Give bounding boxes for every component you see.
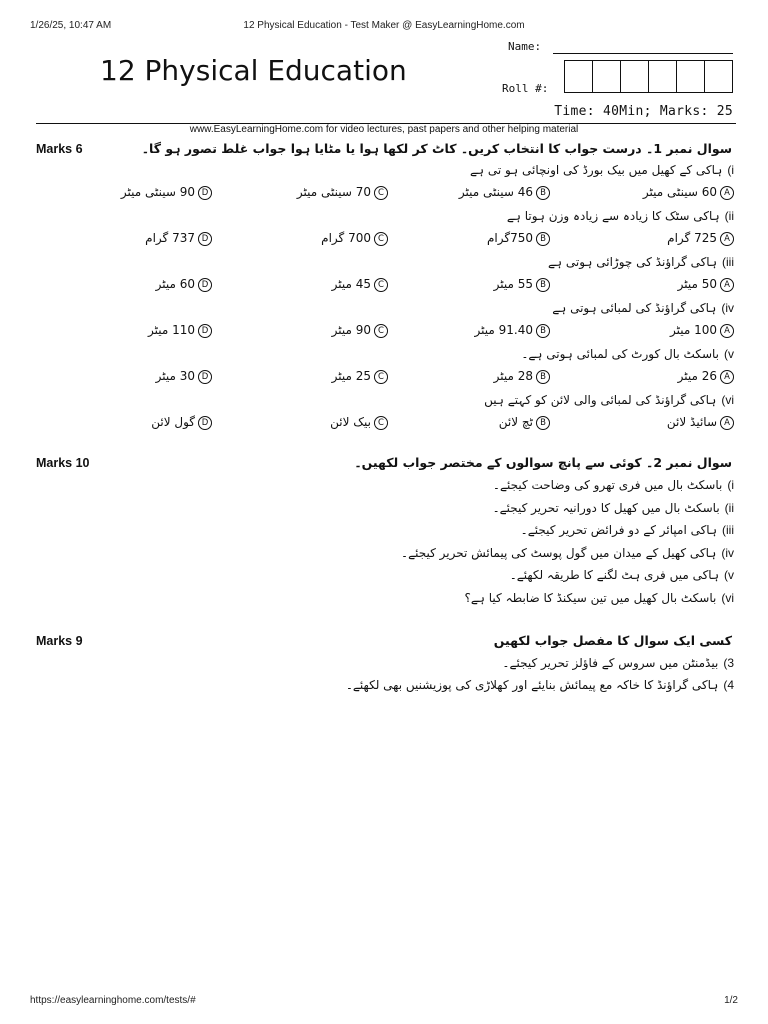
mcq-option (667, 415, 734, 430)
option-letter: C (374, 232, 388, 246)
option-letter: C (374, 278, 388, 292)
option-text: 28 میٹر (493, 369, 533, 383)
option-letter: B (536, 186, 550, 200)
option-text: 55 میٹر (493, 277, 533, 291)
mcq-option (475, 323, 550, 338)
footer-url: https://easylearninghome.com/tests/# (30, 995, 196, 1006)
mcq-option (330, 415, 388, 430)
option-text: 110 میٹر (147, 323, 195, 337)
option-text: 70 سینٹی میٹر (296, 185, 371, 199)
site-note: www.EasyLearningHome.com for video lectures, past papers and other helping material (189, 124, 579, 135)
option-letter: D (198, 416, 212, 430)
option-letter: A (720, 232, 734, 246)
mcq-option (145, 231, 212, 246)
question-text: ہاکی گراؤنڈ کی لمبائی ہوتی ہے (552, 301, 717, 315)
short-question (465, 591, 734, 605)
option-letter: C (374, 370, 388, 384)
mcq-question (484, 393, 734, 407)
mcq-option (643, 185, 734, 200)
option-text: 725 گرام (667, 231, 717, 245)
option-letter: A (720, 416, 734, 430)
question-text: ہاکی کے کھیل میں بیک بورڈ کی اونچائی ہو تی ہے (469, 163, 723, 177)
name-label: Name: (508, 40, 542, 53)
question-number: iii) (722, 255, 734, 269)
name-underline (553, 53, 733, 54)
option-letter: A (720, 370, 734, 384)
mcq-option (494, 369, 550, 384)
option-text: گول لائن (151, 415, 195, 429)
question-number: vi) (721, 393, 734, 407)
question-text: ہاکی کھیل کے میدان میں گول پوسٹ کی پیمائش تحریر کیجئے۔ (401, 545, 717, 560)
roll-box (620, 60, 649, 93)
short-question (510, 568, 734, 582)
option-text: 91.40 میٹر (474, 323, 533, 337)
option-letter: B (536, 370, 550, 384)
question-number: 4) (723, 678, 734, 692)
section2-marks: Marks 10 (36, 456, 90, 470)
option-text: 46 سینٹی میٹر (458, 185, 533, 199)
option-letter: C (374, 186, 388, 200)
section1-heading: سوال نمبر 1۔ درست جواب کا انتخاب کریں۔ کاٹ کر لکھا ہوا یا مٹایا ہوا جواب غلط تصور ہو گا۔ (141, 141, 732, 156)
option-text: 90 میٹر (331, 323, 371, 337)
short-question (493, 501, 734, 515)
option-letter: B (536, 416, 550, 430)
option-letter: B (536, 324, 550, 338)
option-letter: D (198, 232, 212, 246)
option-letter: B (536, 232, 550, 246)
mcq-option (121, 185, 212, 200)
question-text: باسکٹ بال کھیل میں تین سیکنڈ کا ضابطہ کیا ہے؟ (464, 590, 717, 605)
option-text: 100 میٹر (669, 323, 717, 337)
mcq-option (332, 277, 388, 292)
mcq-option (667, 231, 734, 246)
option-letter: A (720, 324, 734, 338)
print-page-title: 12 Physical Education - Test Maker @ EasyLearningHome.com (243, 20, 525, 31)
option-letter: D (198, 186, 212, 200)
mcq-option (156, 369, 212, 384)
roll-box (592, 60, 621, 93)
question-number: iv) (721, 545, 734, 560)
option-letter: C (374, 324, 388, 338)
mcq-question (548, 255, 734, 269)
question-text: باسکٹ بال میں کھیل کا دورانیہ تحریر کیجئے۔ (492, 500, 720, 515)
mcq-question (470, 163, 734, 177)
long-question (346, 678, 734, 692)
option-text: بیک لائن (330, 415, 371, 429)
roll-box (676, 60, 705, 93)
option-text: 26 میٹر (677, 369, 717, 383)
mcq-option (297, 185, 388, 200)
question-text: باسکٹ بال میں فری تھرو کی وضاحت کیجئے۔ (492, 478, 723, 492)
mcq-option (670, 323, 734, 338)
mcq-option (678, 277, 734, 292)
section3-marks: Marks 9 (36, 634, 83, 648)
option-text: 50 میٹر (677, 277, 717, 291)
mcq-option (148, 323, 212, 338)
option-text: 60 سینٹی میٹر (642, 185, 717, 199)
question-number: v) (724, 347, 734, 361)
option-text: 25 میٹر (331, 369, 371, 383)
question-number: i) (727, 478, 734, 492)
mcq-question (552, 301, 734, 315)
question-text: باسکٹ بال کورٹ کی لمبائی ہوتی ہے۔ (521, 347, 719, 361)
question-number: ii) (724, 209, 734, 223)
mcq-option (487, 231, 550, 246)
question-number: ii) (724, 500, 734, 515)
mcq-option (459, 185, 550, 200)
roll-box (564, 60, 593, 93)
page-number: 1/2 (724, 995, 738, 1006)
option-letter: D (198, 370, 212, 384)
question-number: iii) (722, 523, 734, 537)
option-text: 30 میٹر (155, 369, 195, 383)
document-title: 12 Physical Education (100, 54, 407, 87)
option-letter: D (198, 324, 212, 338)
question-text: ہاکی میں فری ہٹ لگنے کا طریقہ لکھئے۔ (509, 568, 719, 582)
long-question (502, 656, 734, 670)
option-text: 750گرام (486, 231, 533, 245)
question-number: vi) (721, 590, 734, 605)
option-text: 90 سینٹی میٹر (120, 185, 195, 199)
mcq-option (321, 231, 388, 246)
mcq-option (499, 415, 550, 430)
mcq-option (678, 369, 734, 384)
option-letter: B (536, 278, 550, 292)
mcq-option (494, 277, 550, 292)
roll-number-label: Roll #: (502, 82, 549, 95)
section2-heading: سوال نمبر 2۔ کوئی سے پانچ سوالوں کے مختصر جواب لکھیں۔ (354, 455, 732, 470)
short-question (493, 478, 734, 492)
short-question (521, 523, 734, 537)
time-and-marks: Time: 40Min; Marks: 25 (554, 104, 733, 119)
option-text: 60 میٹر (155, 277, 195, 291)
question-text: ہاکی گراؤنڈ کا خاکہ مع پیمائش بنایئے اور کھلاڑی کی پوزیشنیں بھی لکھئے۔ (345, 678, 719, 692)
mcq-option (156, 277, 212, 292)
question-text: ہاکی گراؤنڈ کی چوڑائی ہوتی ہے (547, 255, 717, 269)
option-text: سائیڈ لائن (666, 415, 717, 429)
mcq-option (332, 323, 388, 338)
option-text: 737 گرام (145, 231, 195, 245)
option-text: ٹچ لائن (498, 415, 533, 429)
mcq-option (332, 369, 388, 384)
question-number: iv) (721, 301, 734, 315)
print-datetime: 1/26/25, 10:47 AM (30, 20, 112, 31)
roll-box (648, 60, 677, 93)
option-letter: A (720, 278, 734, 292)
mcq-option (151, 415, 212, 430)
question-text: بیڈمنٹن میں سروس کے فاؤلز تحریر کیجئے۔ (502, 656, 719, 670)
question-text: ہاکی گراؤنڈ کی لمبائی والی لائن کو کہتے ہیں (484, 393, 717, 407)
option-text: 700 گرام (321, 231, 371, 245)
section1-marks: Marks 6 (36, 142, 83, 156)
question-number: i) (727, 163, 734, 177)
section3-heading: کسی ایک سوال کا مفصل جواب لکھیں (493, 633, 732, 648)
roll-box (704, 60, 733, 93)
option-letter: D (198, 278, 212, 292)
mcq-question (521, 347, 734, 361)
question-text: ہاکی امپائر کے دو فرائض تحریر کیجئے۔ (520, 523, 717, 537)
mcq-question (507, 209, 734, 223)
roll-number-boxes (565, 60, 733, 93)
question-number: v) (724, 568, 734, 582)
question-text: ہاکی سٹک کا زیادہ سے زیادہ وزن ہوتا ہے (506, 209, 720, 223)
option-letter: A (720, 186, 734, 200)
question-number: 3) (723, 656, 734, 670)
option-text: 45 میٹر (331, 277, 371, 291)
option-letter: C (374, 416, 388, 430)
short-question (401, 546, 734, 560)
